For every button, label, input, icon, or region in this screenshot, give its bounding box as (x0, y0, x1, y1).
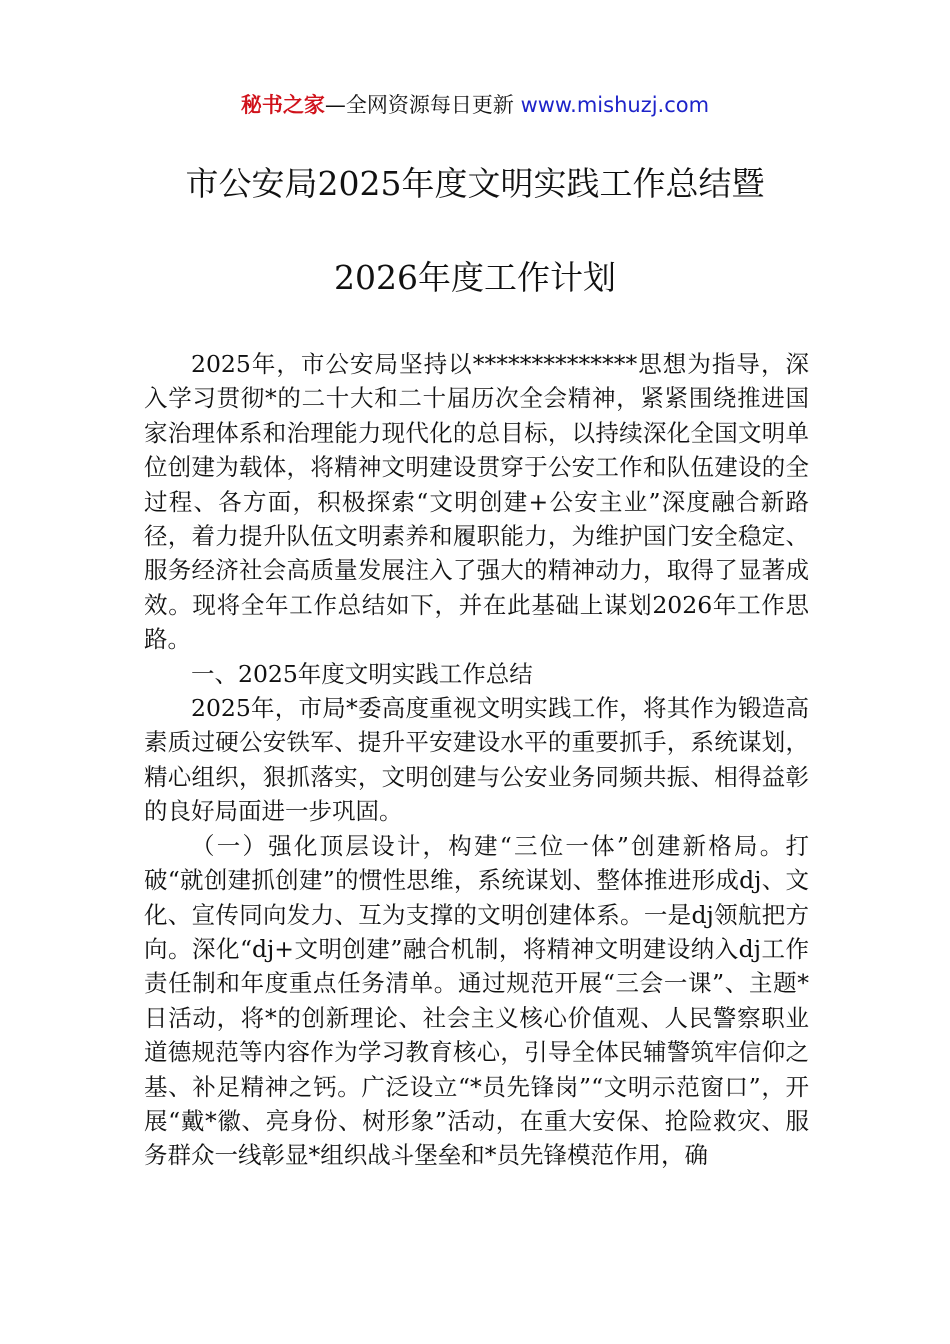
site-brand: 秘书之家 (240, 93, 325, 117)
site-header (0, 90, 950, 120)
document-title-line-2: 2026年度工作计划 (334, 258, 616, 297)
subsection-paragraph: （一）强化顶层设计，构建“三位一体”创建新格局。打破“就创建抓创建”的惯性思维，系统谋划、整体推进形成dj、文化、宣传同向发力、互为支撑的文明创建体系。一是dj领航把方向。深化“dj+文明创建”融合机制，将精神文明建设纳入dj工作责任制和年度重点任务清单。通过规范开展“三会一课”、主题*日活动，将*的创新理论、社会主义核心价值观、人民警察职业道德规范等内容作为学习教育核心，引导全体民辅警筑牢信仰之基、补足精神之钙。广泛设立“*员先锋岗”“文明示范窗口”，开展“戴*徽、亮身份、树形象”活动，在重大安保、抢险救灾、服务群众一线彰显*组织战斗堡垒和*员先锋模范作用，确 (144, 831, 809, 1170)
document-title-line-1: 市公安局2025年度文明实践工作总结暨 (185, 164, 765, 203)
site-tagline: —全网资源每日更新 (324, 93, 521, 117)
section-heading: 一、2025年度文明实践工作总结 (191, 659, 533, 688)
document-body (144, 347, 809, 1173)
summary-paragraph: 2025年，市局*委高度重视文明实践工作，将其作为锻造高素质过硬公安铁军、提升平安建设水平的重要抓手，系统谋划，精心组织，狠抓落实，文明创建与公安业务同频共振、相得益彰的良好局面进一步巩固。 (144, 694, 809, 826)
site-url-link[interactable]: www.mishuzj.com (520, 93, 710, 117)
intro-paragraph: 2025年，市公安局坚持以**************思想为指导，深入学习贯彻*的二十大和二十届历次全会精神，紧紧围绕推进国家治理体系和治理能力现代化的总目标，以持续深化全国文明单位创建为载体，将精神文明建设贯穿于公安工作和队伍建设的全过程、各方面，积极探索“文明创建+公安主业”深度融合新路径，着力提升队伍文明素养和履职能力，为维护国门安全稳定、服务经济社会高质量发展注入了强大的精神动力，取得了显著成效。现将全年工作总结如下，并在此基础上谋划2026年工作思路。 (144, 350, 809, 654)
